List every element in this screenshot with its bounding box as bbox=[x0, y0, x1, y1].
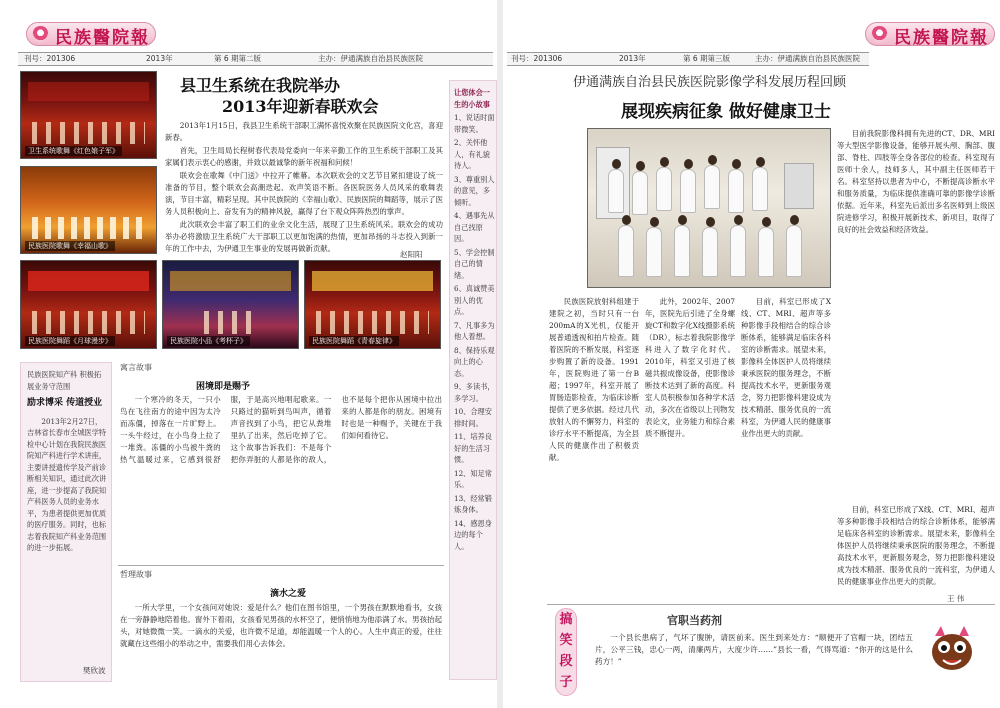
publisher: 主办：伊通满族自治县民族医院 bbox=[755, 54, 860, 63]
sidebar-item: 12、知足常乐。 bbox=[454, 468, 492, 489]
staff-member-figure bbox=[656, 167, 672, 211]
article-author: 王 伟 bbox=[947, 594, 965, 603]
intro-paragraph: 目前我院影像科拥有先进的CT、DR、MRI等大型医学影像设备，能够开展头颅、胸部、腹部、脊柱、四肢等全身各部位的检查。科室现有医师十余人，技师多人，其中副主任医师若干名。科室坚持以患者为中心，不断提高诊断水平和服务质量，为临床提供准确可靠的影像学诊断依据。近年来，科室先后派出多名医师到上级医院进修学习，积极开展新技术、新项目，取得了良好的社会效益和经济效益。 bbox=[837, 129, 995, 234]
photo-caption: 卫生系统歌舞《红色娘子军》 bbox=[25, 146, 122, 156]
lecture-header: 民族医院知产科 积极拓展业务守范围 bbox=[27, 370, 102, 391]
page-headline: 伊通满族自治县民族医院影像学科发展历程回顾 bbox=[573, 75, 847, 90]
staff-member-figure bbox=[632, 171, 648, 215]
performers-figure bbox=[204, 311, 258, 334]
joke-badge-char: 子 bbox=[559, 675, 573, 690]
sidebar-item: 13、经常锻炼身体。 bbox=[454, 493, 492, 514]
edition: 第 6 期第二版 bbox=[214, 54, 262, 63]
staff-member-figure bbox=[786, 225, 802, 277]
article-author: 赵阳阳 bbox=[400, 250, 423, 259]
article-paragraph: 此次联欢会丰富了职工们的业余文化生活，展现了卫生系统风采。联欢会的成功举办必将激励卫生系统广大干部职工以更加饱满的热情，更加昂扬的斗志投入到新一年的工作中去，为伊通卫生事业的发展再做新贡献。 bbox=[165, 220, 443, 253]
sidebar-item: 8、保持乐观向上的心态。 bbox=[454, 345, 495, 378]
left-page bbox=[0, 0, 497, 708]
joke-badge bbox=[555, 608, 577, 696]
sidebar-item: 11、培养良好的生活习惯。 bbox=[454, 432, 492, 464]
article-paragraph: 2013年1月15日，我县卫生系统干部职工满怀喜悦欢聚在民族医院文化宫，喜迎新春。 bbox=[165, 121, 443, 142]
stage-backdrop bbox=[170, 271, 292, 290]
sidebar-item: 10、合理安排时间。 bbox=[454, 407, 492, 428]
story2-text: 一所大学里，一个女孩问对她说：爱是什么？他们在图书馆里，一个男孩在默默地看书，女孩在一旁静静地陪着他。窗外下着雨，女孩看见男孩的水杯空了，便悄悄地为他添满了水。男孩抬起头，对她微微一笑。一滴水的关爱，也许微不足道，却能温暖一个人的心。人生中真正的爱，往往就藏在这些细小的举动之中，需要我们用心去体会。 bbox=[120, 603, 442, 648]
performers-figure bbox=[316, 311, 429, 334]
photo-caption: 民族医院舞蹈《月球漫步》 bbox=[25, 336, 115, 346]
sidebar-item: 7、凡事多为他人着想。 bbox=[454, 320, 495, 341]
story1-title: 困境即是赐予 bbox=[196, 382, 251, 392]
equipment-shape bbox=[784, 163, 814, 209]
photo-performance-5 bbox=[304, 260, 441, 349]
staff-group-photo bbox=[587, 128, 831, 288]
staff-member-figure bbox=[728, 169, 744, 213]
photo-caption: 民族医院舞蹈《青春旋律》 bbox=[309, 336, 399, 346]
masthead-right bbox=[865, 22, 995, 46]
story1-body bbox=[120, 394, 442, 558]
column-3 bbox=[741, 296, 831, 596]
story2-body bbox=[120, 602, 442, 682]
joke-badge-char: 段 bbox=[559, 654, 573, 669]
joke-badge-char: 搞 bbox=[559, 612, 573, 627]
article-title-line1: 县卫生系统在我院举办 bbox=[180, 76, 341, 95]
hospital-logo-icon bbox=[871, 26, 888, 43]
column-1 bbox=[549, 296, 639, 596]
info-bar bbox=[18, 52, 493, 66]
page-slogan: 展现疾病征象 做好健康卫士 bbox=[621, 102, 831, 122]
sidebar-item: 5、学会控制自己的情绪。 bbox=[454, 247, 495, 280]
staff-member-figure bbox=[730, 225, 746, 277]
edition: 第 6 期第三版 bbox=[683, 54, 731, 63]
photo-caption: 民族医院小品《考杯子》 bbox=[167, 336, 250, 346]
column-2-text: 此外，2002年、2007年，医院先后引进了全身螺旋CT和数字化X线摄影系统（DR），标志着我院影像学科进入了数字化时代。2010年，科室又引进了核磁共振成像设备，使影像诊断技术达到了新的高度。科室人员积极参加各种学术活动，多次在省级以上刊物发表论文，业务能力和综合素质不断提升。 bbox=[645, 297, 735, 438]
photo-performance-3 bbox=[20, 260, 157, 349]
sidebar-item: 2、关怀他人，有礼貌待人。 bbox=[454, 138, 490, 170]
stage-backdrop bbox=[312, 271, 434, 290]
article-paragraph: 首先，卫生局局长程树春代表局党委向一年来辛勤工作的卫生系统干部职工及其家属们表示衷心的感谢，并致以最诚挚的新年祝福和问候！ bbox=[165, 146, 443, 167]
story1-text: 一个寒冷的冬天，一只小鸟在飞往南方的途中因为太冷而冻僵，掉落在一片旷野上。一头牛经过，在小鸟身上拉了一堆粪。冻僵的小鸟被牛粪的热气温暖过来，它感到很舒服，于是高兴地唱起歌来。一只路过的猫听到鸟叫声，循着声音找到了小鸟，把它从粪堆里扒了出来，然后吃掉了它。这个故事告诉我们：不是每个把你弄脏的人都是你的敌人，也不是每个把你从困境中拉出来的人都是你的朋友。困境有时也是一种赐予，关键在于我们如何看待它。 bbox=[120, 395, 442, 464]
masthead-title: 民族醫院報 bbox=[55, 28, 150, 48]
article-title-line2: 2013年迎新春联欢会 bbox=[222, 97, 379, 116]
issue-number: 刊号：201306 bbox=[24, 54, 76, 63]
hospital-logo-icon bbox=[32, 26, 49, 43]
article-paragraph: 联欢会在歌舞《中门送》中拉开了帷幕。本次联欢会的文艺节目紧扣建设了统一准备的节目，整个联欢会高潮迭起、欢声笑语不断。各医院医务人员风采的歌舞表演，节目丰富，精彩呈现。其中民族院的《幸福山歌》、民族医院的舞蹈等，展示了医务人员积极向上、奋发有为的精神风貌，赢得了台下观众阵阵热烈的掌声。 bbox=[165, 171, 443, 216]
masthead-title: 民族醫院報 bbox=[894, 28, 989, 48]
right-page bbox=[503, 0, 1000, 708]
staff-member-figure bbox=[758, 227, 774, 277]
joke-badge-char: 笑 bbox=[559, 633, 573, 648]
lecture-content bbox=[27, 369, 107, 677]
column-4-text: 目前，科室已形成了X线、CT、MRI、超声等多种影像手段相结合的综合诊断体系，能够满足临床各科室的诊断需求。展望未来，影像科全体医护人员将继续秉承医院的服务理念，不断提高技术水平，更新服务观念，努力把影像科建设成为技术精湛、服务优良的一流科室，为伊通人民的健康事业作出更大的贡献。 bbox=[837, 505, 995, 586]
info-bar bbox=[507, 52, 869, 66]
sidebar-heading: 让您体会一生的小故事 bbox=[454, 88, 490, 109]
column-2 bbox=[645, 296, 735, 596]
photo-performance-1 bbox=[20, 71, 157, 159]
section-label-fable: 寓言故事 bbox=[120, 363, 152, 372]
joke-body bbox=[595, 632, 913, 692]
stage-backdrop bbox=[28, 82, 150, 101]
performers-figure bbox=[32, 217, 145, 239]
section-label-philosophy: 哲理故事 bbox=[120, 570, 152, 579]
performers-figure bbox=[32, 122, 145, 144]
staff-member-figure bbox=[646, 227, 662, 277]
photo-performance-4 bbox=[162, 260, 299, 349]
sidebar-item: 9、多读书，多学习。 bbox=[454, 382, 495, 403]
photo-performance-2 bbox=[20, 166, 157, 254]
sidebar-list bbox=[454, 87, 496, 675]
joke-text: 一个县长患病了，气坏了腹肿，请医前来。医生到来处方：“顺便开了官帽一块，团结五片，公平三钱，忠心一两，清廉两片，大度少许……”县长一看，气得骂道：“你开的这是什么药方！” bbox=[595, 633, 913, 666]
story2-title: 滴水之爱 bbox=[270, 589, 307, 599]
lecture-box bbox=[20, 362, 112, 682]
mascot-icon bbox=[927, 622, 977, 674]
staff-member-figure bbox=[704, 165, 720, 209]
sidebar-item: 4、遇事先从自己找原因。 bbox=[454, 211, 495, 243]
performers-figure bbox=[32, 311, 145, 334]
year: 2013年 bbox=[146, 54, 173, 63]
staff-member-figure bbox=[618, 225, 634, 277]
divider bbox=[118, 565, 444, 566]
column-4 bbox=[837, 504, 995, 590]
staff-member-figure bbox=[608, 169, 624, 213]
column-3-text: 目前，科室已形成了X线、CT、MRI、超声等多种影像手段相结合的综合诊断体系，能够满足临床各科室的诊断需求。展望未来，影像科全体医护人员将继续秉承医院的服务理念，不断提高技术水平，更新服务观念，努力把影像科建设成为技术精湛、服务优良的一流科室，为伊通人民的健康事业作出更大的贡献。 bbox=[741, 297, 831, 438]
issue-number: 刊号：201306 bbox=[511, 54, 563, 63]
joke-title: 官职当药剂 bbox=[667, 614, 722, 627]
lecture-author: 樊欣波 bbox=[83, 666, 106, 675]
stage-backdrop bbox=[28, 271, 150, 290]
masthead-left bbox=[26, 22, 156, 46]
staff-member-figure bbox=[702, 227, 718, 277]
lecture-title: 励求博采 传道授业 bbox=[27, 398, 103, 408]
lecture-text: 2013年2月27日，吉林省长春市全城医学特检中心计划在我院民族医院知产科进行学术讲座，主要讲授遗传学及产前诊断相关知识，通过此次讲座，进一步提高了我院知产科医务人员的业务水平，为患者提供更加优质的医疗服务。同时，也标志着我院知产科业务范围的进一步拓展。 bbox=[27, 416, 107, 552]
staff-member-figure bbox=[680, 169, 696, 213]
sidebar-box bbox=[449, 80, 497, 680]
intro-text bbox=[837, 128, 995, 498]
divider bbox=[547, 604, 995, 605]
article-body bbox=[165, 120, 443, 253]
staff-member-figure bbox=[752, 167, 768, 211]
sidebar-item: 14、感恩身边的每个人。 bbox=[454, 518, 492, 551]
sidebar-item: 1、说话时面带微笑。 bbox=[454, 113, 495, 134]
year: 2013年 bbox=[619, 54, 646, 63]
photo-caption: 民族医院歌舞《幸福山歌》 bbox=[25, 241, 115, 251]
publisher: 主办：伊通满族自治县民族医院 bbox=[318, 54, 423, 63]
sidebar-item: 6、真诚赞美别人的优点。 bbox=[454, 284, 495, 316]
staff-member-figure bbox=[674, 225, 690, 277]
column-1-text: 民族医院放射科组建于建院之初，当时只有一台200mA的X光机，仅能开展普通透视和拍片检查。随着医院的不断发展，科室逐步购置了新的设备。1991年，医院购进了第一台B超；1997年，科室开展了胃肠造影检查，为临床诊断提供了更多依据。经过几代放射人的不懈努力，科室的诊疗水平不断提高，为全县人民的健康作出了积极贡献。 bbox=[549, 297, 639, 462]
sidebar-item: 3、尊重别人的意见，多倾听。 bbox=[454, 174, 495, 207]
